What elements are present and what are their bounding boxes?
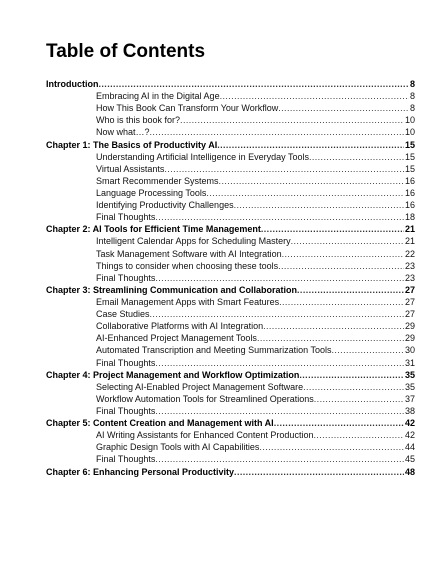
toc-dot-leader: [257, 332, 404, 344]
toc-section-entry[interactable]: [46, 381, 415, 393]
toc-page-number: 8: [409, 91, 415, 102]
toc-dot-leader: [299, 369, 404, 381]
toc-dot-leader: [331, 344, 404, 356]
toc-dot-leader: [150, 126, 404, 138]
toc-dot-leader: [297, 284, 404, 296]
toc-dot-leader: [291, 235, 404, 247]
toc-dot-leader: [155, 405, 404, 417]
toc-page-number: 27: [404, 296, 415, 307]
toc-entry-label: Things to consider when choosing these tools: [96, 260, 279, 271]
toc-entry-label: Case Studies: [96, 309, 150, 320]
toc-page-number: 38: [404, 405, 415, 416]
toc-entry-label: How This Book Can Transform Your Workflow: [96, 103, 279, 114]
toc-dot-leader: [234, 466, 404, 478]
toc-entry-label: Final Thoughts: [96, 405, 156, 416]
toc-entry-label: Chapter 5: Content Creation and Management with AI: [46, 418, 274, 429]
toc-dot-leader: [155, 211, 404, 223]
toc-dot-leader: [279, 296, 404, 308]
toc-section-entry[interactable]: [46, 151, 415, 163]
toc-dot-leader: [206, 187, 404, 199]
toc-entry-label: Chapter 6: Enhancing Personal Productivity: [46, 466, 235, 477]
toc-section-entry[interactable]: [46, 320, 415, 332]
toc-entry-label: Chapter 1: The Basics of Productivity AI: [46, 139, 218, 150]
toc-entry-label: Graphic Design Tools with AI Capabilities: [96, 442, 260, 453]
toc-entry-label: Intelligent Calendar Apps for Scheduling Mastery: [96, 236, 291, 247]
toc-section-entry[interactable]: [46, 235, 415, 247]
toc-page-number: 21: [404, 224, 415, 235]
toc-page-number: 16: [404, 175, 415, 186]
toc-dot-leader: [313, 429, 404, 441]
toc-page-number: 44: [404, 442, 415, 453]
toc-page-number: 37: [404, 393, 415, 404]
toc-page-number: 16: [404, 200, 415, 211]
toc-dot-leader: [282, 248, 404, 260]
toc-section-entry[interactable]: [46, 199, 415, 211]
toc-page-number: 27: [404, 309, 415, 320]
toc-section-entry[interactable]: [46, 114, 415, 126]
toc-page-number: 45: [404, 454, 415, 465]
toc-entry-label: Final Thoughts: [96, 272, 156, 283]
toc-entry-label: Chapter 3: Streamlining Communication and Collaboration: [46, 284, 298, 295]
toc-entry-label: Language Processing Tools: [96, 187, 207, 198]
toc-page-number: 23: [404, 272, 415, 283]
toc-entry-label: Final Thoughts: [96, 357, 156, 368]
toc-dot-leader: [155, 453, 404, 465]
toc-section-entry[interactable]: [46, 296, 415, 308]
toc-dot-leader: [263, 320, 404, 332]
toc-page-number: 48: [404, 466, 415, 477]
toc-entry-label: Final Thoughts: [96, 212, 156, 223]
toc-page-number: 15: [404, 139, 415, 150]
toc-section-entry[interactable]: [46, 308, 415, 320]
toc-section-entry[interactable]: [46, 344, 415, 356]
toc-dot-leader: [164, 163, 404, 175]
toc-entry-label: AI Writing Assistants for Enhanced Content Production: [96, 430, 314, 441]
toc-section-entry[interactable]: [46, 429, 415, 441]
toc-section-entry[interactable]: [46, 272, 415, 284]
toc-dot-leader: [155, 272, 404, 284]
toc-section-entry[interactable]: [46, 102, 415, 114]
toc-section-entry[interactable]: [46, 126, 415, 138]
toc-page-number: 27: [404, 284, 415, 295]
toc-chapter-entry[interactable]: [46, 466, 415, 478]
toc-entry-label: Introduction: [46, 79, 99, 89]
toc-section-entry[interactable]: [46, 441, 415, 453]
toc-page-number: 21: [404, 236, 415, 247]
toc-dot-leader: [217, 139, 404, 151]
toc-page-number: 8: [409, 79, 415, 89]
toc-chapter-entry[interactable]: [46, 284, 415, 296]
toc-page-number: 8: [409, 103, 415, 114]
toc-entry-label: Identifying Productivity Challenges: [96, 200, 234, 211]
toc-dot-leader: [261, 223, 404, 235]
toc-dot-leader: [150, 308, 404, 320]
toc-page-number: 31: [404, 357, 415, 368]
toc-section-entry[interactable]: [46, 332, 415, 344]
toc-dot-leader: [180, 114, 404, 126]
toc-page-number: 22: [404, 248, 415, 259]
toc-entry-label: Now what…?: [96, 127, 150, 138]
toc-dot-leader: [219, 175, 404, 187]
toc-list: [46, 78, 415, 478]
toc-section-entry[interactable]: [46, 163, 415, 175]
toc-entry-label: Smart Recommender Systems: [96, 175, 219, 186]
toc-dot-leader: [278, 102, 409, 114]
toc-entry-label: Who is this book for?: [96, 115, 181, 126]
toc-page-number: 10: [404, 127, 415, 138]
toc-entry-label: Chapter 4: Project Management and Workflow Optimization: [46, 369, 300, 380]
toc-entry-label: Final Thoughts: [96, 454, 156, 465]
toc-dot-leader: [309, 151, 404, 163]
toc-entry-label: Chapter 2: AI Tools for Efficient Time Management: [46, 224, 261, 235]
toc-section-entry[interactable]: [46, 211, 415, 223]
toc-entry-label: Automated Transcription and Meeting Summarization Tools: [96, 345, 332, 356]
toc-page-number: 29: [404, 333, 415, 344]
toc-page-number: 35: [404, 381, 415, 392]
toc-entry-label: Workflow Automation Tools for Streamlined Operations: [96, 393, 314, 404]
toc-dot-leader: [220, 90, 409, 102]
toc-page-number: 15: [404, 151, 415, 162]
toc-dot-leader: [99, 78, 409, 90]
toc-section-entry[interactable]: [46, 453, 415, 465]
page-title: Table of Contents: [46, 41, 206, 62]
toc-dot-leader: [259, 441, 404, 453]
toc-chapter-entry[interactable]: [46, 417, 415, 429]
toc-entry-label: Selecting AI-Enabled Project Management Software: [96, 381, 304, 392]
toc-page-number: 23: [404, 260, 415, 271]
toc-page-number: 42: [404, 418, 415, 429]
toc-page-number: 30: [404, 345, 415, 356]
toc-entry-label: AI-Enhanced Project Management Tools: [96, 333, 257, 344]
toc-page-number: 29: [404, 321, 415, 332]
toc-entry-label: Embracing AI in the Digital Age: [96, 91, 220, 102]
toc-chapter-entry[interactable]: [46, 223, 415, 235]
toc-dot-leader: [274, 417, 404, 429]
toc-section-entry[interactable]: [46, 175, 415, 187]
toc-section-entry[interactable]: [46, 260, 415, 272]
toc-page-number: 15: [404, 163, 415, 174]
toc-dot-leader: [314, 393, 404, 405]
toc-dot-leader: [155, 357, 404, 369]
toc-entry-label: Understanding Artificial Intelligence in Everyday Tools: [96, 151, 309, 162]
toc-page-number: 10: [404, 115, 415, 126]
toc-section-entry[interactable]: [46, 248, 415, 260]
toc-entry-label: Email Management Apps with Smart Features: [96, 296, 280, 307]
toc-section-entry[interactable]: [46, 405, 415, 417]
toc-dot-leader: [234, 199, 404, 211]
toc-section-entry[interactable]: [46, 357, 415, 369]
toc-page-number: 16: [404, 187, 415, 198]
toc-page-number: 42: [404, 430, 415, 441]
toc-page-number: 35: [404, 369, 415, 380]
toc-page-number: 18: [404, 212, 415, 223]
toc-section-entry[interactable]: [46, 90, 415, 102]
toc-entry-label: Task Management Software with AI Integration: [96, 248, 282, 259]
toc-chapter-entry[interactable]: [46, 369, 415, 381]
toc-section-entry[interactable]: [46, 393, 415, 405]
toc-entry-label: Collaborative Platforms with AI Integration: [96, 321, 264, 332]
toc-section-entry[interactable]: [46, 187, 415, 199]
toc-dot-leader: [278, 260, 404, 272]
toc-chapter-entry[interactable]: [46, 78, 415, 90]
toc-dot-leader: [303, 381, 404, 393]
toc-chapter-entry[interactable]: [46, 139, 415, 151]
toc-entry-label: Virtual Assistants: [96, 163, 165, 174]
